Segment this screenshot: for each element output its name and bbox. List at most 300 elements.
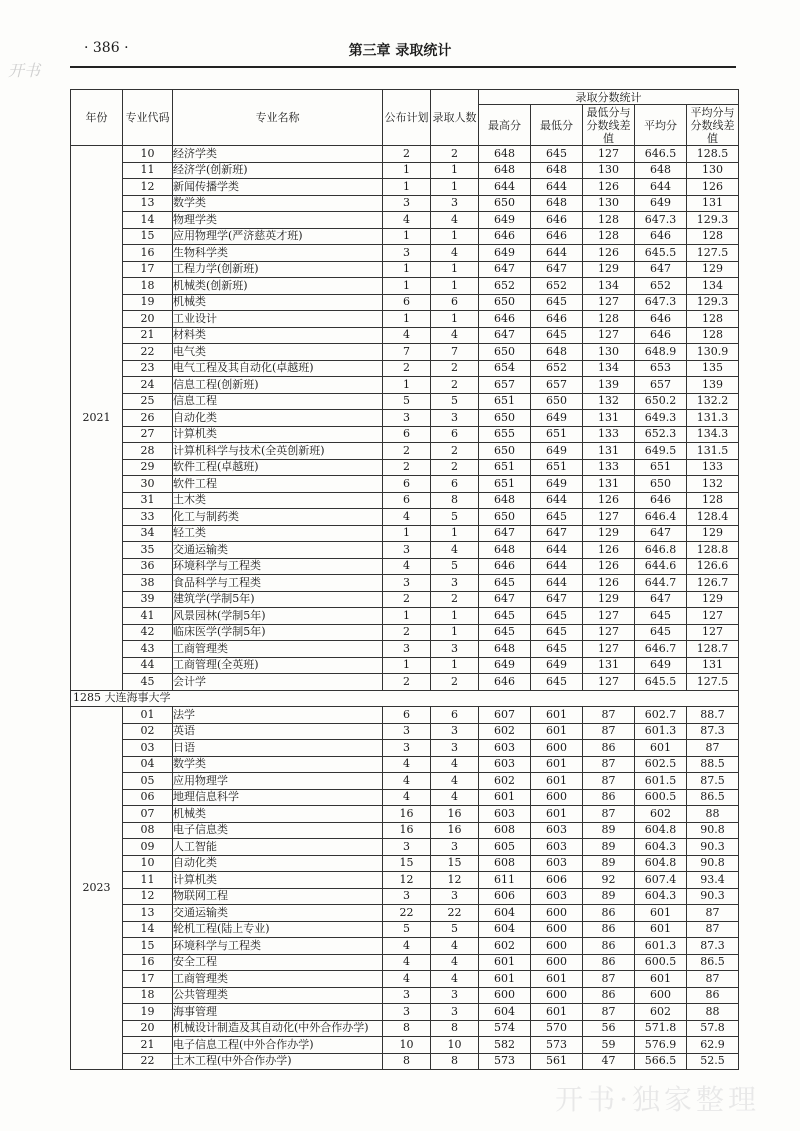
min-cell: 657 [531, 377, 583, 394]
table-row [71, 509, 739, 526]
header-max: 最高分 [479, 105, 531, 146]
min-cell: 603 [531, 822, 583, 839]
table-row [71, 459, 739, 476]
min-diff-cell: 86 [583, 938, 635, 955]
table-row [71, 921, 739, 938]
min-cell: 649 [531, 443, 583, 460]
avg-diff-cell: 87 [687, 740, 739, 757]
min-diff-cell: 129 [583, 261, 635, 278]
avg-cell: 576.9 [635, 1037, 687, 1054]
table-row [71, 162, 739, 179]
admit-cell: 2 [431, 591, 479, 608]
max-cell: 651 [479, 393, 531, 410]
table-row [71, 261, 739, 278]
max-cell: 601 [479, 789, 531, 806]
avg-diff-cell: 131 [687, 657, 739, 674]
admit-cell: 2 [431, 360, 479, 377]
avg-cell: 604.8 [635, 855, 687, 872]
min-cell: 644 [531, 542, 583, 559]
avg-diff-cell: 129.3 [687, 294, 739, 311]
code-cell: 41 [123, 608, 173, 625]
code-cell: 18 [123, 987, 173, 1004]
min-cell: 606 [531, 872, 583, 889]
avg-cell: 604.8 [635, 822, 687, 839]
header-min-diff: 最低分与分数线差值 [583, 105, 635, 146]
table-row [71, 723, 739, 740]
code-cell: 21 [123, 1037, 173, 1054]
table-row [71, 591, 739, 608]
code-cell: 27 [123, 426, 173, 443]
code-cell: 30 [123, 476, 173, 493]
avg-diff-cell: 86.5 [687, 789, 739, 806]
table-row [71, 1004, 739, 1021]
table-row [71, 410, 739, 427]
avg-diff-cell: 139 [687, 377, 739, 394]
name-cell: 工商管理(全英班) [173, 657, 383, 674]
institution-name: 1285 大连海事大学 [71, 690, 739, 707]
min-diff-cell: 87 [583, 773, 635, 790]
name-cell: 海事管理 [173, 1004, 383, 1021]
plan-cell: 3 [383, 195, 431, 212]
plan-cell: 1 [383, 311, 431, 328]
table-row [71, 938, 739, 955]
plan-cell: 22 [383, 905, 431, 922]
max-cell: 647 [479, 525, 531, 542]
code-cell: 44 [123, 657, 173, 674]
avg-diff-cell: 86.5 [687, 954, 739, 971]
min-diff-cell: 129 [583, 591, 635, 608]
code-cell: 29 [123, 459, 173, 476]
avg-cell: 648 [635, 162, 687, 179]
max-cell: 650 [479, 195, 531, 212]
header-score-stats: 录取分数统计 [479, 90, 739, 105]
min-cell: 651 [531, 426, 583, 443]
min-diff-cell: 130 [583, 344, 635, 361]
name-cell: 建筑学(学制5年) [173, 591, 383, 608]
avg-cell: 604.3 [635, 888, 687, 905]
plan-cell: 3 [383, 839, 431, 856]
min-diff-cell: 86 [583, 740, 635, 757]
min-diff-cell: 86 [583, 905, 635, 922]
avg-diff-cell: 132.2 [687, 393, 739, 410]
name-cell: 机械类 [173, 294, 383, 311]
avg-diff-cell: 88 [687, 806, 739, 823]
avg-diff-cell: 127.5 [687, 674, 739, 691]
avg-diff-cell: 87 [687, 905, 739, 922]
table-row [71, 426, 739, 443]
avg-cell: 602 [635, 806, 687, 823]
plan-cell: 1 [383, 525, 431, 542]
avg-cell: 602.7 [635, 707, 687, 724]
min-cell: 649 [531, 657, 583, 674]
min-diff-cell: 127 [583, 294, 635, 311]
admit-cell: 6 [431, 294, 479, 311]
avg-diff-cell: 135 [687, 360, 739, 377]
name-cell: 公共管理类 [173, 987, 383, 1004]
max-cell: 604 [479, 1004, 531, 1021]
table-row [71, 311, 739, 328]
admit-cell: 5 [431, 509, 479, 526]
name-cell: 环境科学与工程类 [173, 558, 383, 575]
min-cell: 647 [531, 591, 583, 608]
admit-cell: 4 [431, 954, 479, 971]
min-diff-cell: 126 [583, 179, 635, 196]
admit-cell: 4 [431, 212, 479, 229]
avg-diff-cell: 128 [687, 327, 739, 344]
name-cell: 工商管理类 [173, 641, 383, 658]
code-cell: 03 [123, 740, 173, 757]
max-cell: 573 [479, 1053, 531, 1070]
min-diff-cell: 87 [583, 707, 635, 724]
max-cell: 645 [479, 624, 531, 641]
admit-cell: 1 [431, 311, 479, 328]
avg-diff-cell: 88.7 [687, 707, 739, 724]
name-cell: 数学类 [173, 756, 383, 773]
code-cell: 15 [123, 938, 173, 955]
min-cell: 601 [531, 756, 583, 773]
code-cell: 05 [123, 773, 173, 790]
avg-cell: 650.2 [635, 393, 687, 410]
plan-cell: 5 [383, 921, 431, 938]
code-cell: 43 [123, 641, 173, 658]
avg-diff-cell: 52.5 [687, 1053, 739, 1070]
max-cell: 647 [479, 327, 531, 344]
code-cell: 08 [123, 822, 173, 839]
admit-cell: 3 [431, 195, 479, 212]
plan-cell: 3 [383, 245, 431, 262]
min-diff-cell: 92 [583, 872, 635, 889]
min-cell: 645 [531, 327, 583, 344]
table-row [71, 228, 739, 245]
plan-cell: 6 [383, 707, 431, 724]
avg-cell: 607.4 [635, 872, 687, 889]
avg-cell: 646 [635, 228, 687, 245]
plan-cell: 4 [383, 789, 431, 806]
plan-cell: 1 [383, 377, 431, 394]
name-cell: 材料类 [173, 327, 383, 344]
max-cell: 602 [479, 938, 531, 955]
table-row [71, 855, 739, 872]
header-admit: 录取人数 [431, 90, 479, 146]
plan-cell: 2 [383, 674, 431, 691]
min-cell: 645 [531, 509, 583, 526]
min-cell: 645 [531, 674, 583, 691]
table-row [71, 822, 739, 839]
admit-cell: 4 [431, 542, 479, 559]
code-cell: 09 [123, 839, 173, 856]
table-row [71, 377, 739, 394]
min-diff-cell: 126 [583, 542, 635, 559]
avg-diff-cell: 128 [687, 492, 739, 509]
max-cell: 650 [479, 410, 531, 427]
min-diff-cell: 127 [583, 608, 635, 625]
admission-table [70, 89, 739, 1070]
max-cell: 646 [479, 228, 531, 245]
name-cell: 轻工类 [173, 525, 383, 542]
code-cell: 07 [123, 806, 173, 823]
header-name: 专业名称 [173, 90, 383, 146]
admit-cell: 6 [431, 476, 479, 493]
plan-cell: 12 [383, 872, 431, 889]
plan-cell: 1 [383, 608, 431, 625]
plan-cell: 4 [383, 558, 431, 575]
code-cell: 38 [123, 575, 173, 592]
min-diff-cell: 128 [583, 228, 635, 245]
name-cell: 生物科学类 [173, 245, 383, 262]
table-row [71, 624, 739, 641]
name-cell: 计算机类 [173, 426, 383, 443]
avg-cell: 646 [635, 492, 687, 509]
plan-cell: 4 [383, 327, 431, 344]
name-cell: 经济学类 [173, 146, 383, 163]
code-cell: 23 [123, 360, 173, 377]
min-diff-cell: 87 [583, 971, 635, 988]
min-cell: 644 [531, 179, 583, 196]
year-cell: 2021 [71, 146, 123, 691]
max-cell: 655 [479, 426, 531, 443]
avg-diff-cell: 128.5 [687, 146, 739, 163]
plan-cell: 16 [383, 822, 431, 839]
admit-cell: 16 [431, 806, 479, 823]
name-cell: 电子信息类 [173, 822, 383, 839]
name-cell: 经济学(创新班) [173, 162, 383, 179]
avg-diff-cell: 90.3 [687, 888, 739, 905]
min-diff-cell: 86 [583, 789, 635, 806]
name-cell: 应用物理学 [173, 773, 383, 790]
name-cell: 应用物理学(严济慈英才班) [173, 228, 383, 245]
code-cell: 16 [123, 245, 173, 262]
name-cell: 物联网工程 [173, 888, 383, 905]
min-cell: 601 [531, 773, 583, 790]
max-cell: 647 [479, 261, 531, 278]
avg-diff-cell: 129.3 [687, 212, 739, 229]
min-diff-cell: 133 [583, 459, 635, 476]
admit-cell: 2 [431, 459, 479, 476]
min-cell: 601 [531, 971, 583, 988]
table-row [71, 773, 739, 790]
avg-diff-cell: 126.6 [687, 558, 739, 575]
plan-cell: 1 [383, 278, 431, 295]
min-diff-cell: 126 [583, 575, 635, 592]
name-cell: 临床医学(学制5年) [173, 624, 383, 641]
min-diff-cell: 126 [583, 245, 635, 262]
avg-cell: 602.5 [635, 756, 687, 773]
code-cell: 24 [123, 377, 173, 394]
avg-cell: 571.8 [635, 1020, 687, 1037]
admit-cell: 22 [431, 905, 479, 922]
plan-cell: 1 [383, 261, 431, 278]
code-cell: 14 [123, 212, 173, 229]
avg-cell: 647 [635, 261, 687, 278]
plan-cell: 10 [383, 1037, 431, 1054]
max-cell: 611 [479, 872, 531, 889]
min-cell: 645 [531, 146, 583, 163]
max-cell: 648 [479, 542, 531, 559]
plan-cell: 1 [383, 657, 431, 674]
avg-cell: 646.4 [635, 509, 687, 526]
name-cell: 新闻传播学类 [173, 179, 383, 196]
plan-cell: 3 [383, 987, 431, 1004]
min-diff-cell: 128 [583, 212, 635, 229]
code-cell: 22 [123, 1053, 173, 1070]
plan-cell: 2 [383, 459, 431, 476]
admit-cell: 6 [431, 426, 479, 443]
table-row [71, 888, 739, 905]
avg-cell: 646 [635, 311, 687, 328]
avg-cell: 601.3 [635, 723, 687, 740]
institution-row [71, 690, 739, 707]
min-diff-cell: 47 [583, 1053, 635, 1070]
table-row [71, 542, 739, 559]
avg-diff-cell: 132 [687, 476, 739, 493]
name-cell: 计算机类 [173, 872, 383, 889]
admit-cell: 3 [431, 723, 479, 740]
admit-cell: 4 [431, 245, 479, 262]
admit-cell: 1 [431, 261, 479, 278]
avg-cell: 644 [635, 179, 687, 196]
plan-cell: 2 [383, 624, 431, 641]
code-cell: 31 [123, 492, 173, 509]
min-diff-cell: 89 [583, 888, 635, 905]
min-cell: 644 [531, 492, 583, 509]
admit-cell: 5 [431, 558, 479, 575]
avg-cell: 648.9 [635, 344, 687, 361]
max-cell: 650 [479, 509, 531, 526]
name-cell: 交通运输类 [173, 905, 383, 922]
table-row [71, 657, 739, 674]
min-cell: 601 [531, 707, 583, 724]
max-cell: 600 [479, 987, 531, 1004]
max-cell: 650 [479, 294, 531, 311]
admit-cell: 1 [431, 624, 479, 641]
min-diff-cell: 130 [583, 195, 635, 212]
min-diff-cell: 131 [583, 476, 635, 493]
chapter-title: 第三章 录取统计 [348, 43, 452, 59]
plan-cell: 3 [383, 740, 431, 757]
min-diff-cell: 133 [583, 426, 635, 443]
code-cell: 11 [123, 872, 173, 889]
avg-cell: 647.3 [635, 212, 687, 229]
avg-cell: 602 [635, 1004, 687, 1021]
max-cell: 604 [479, 905, 531, 922]
avg-diff-cell: 128 [687, 311, 739, 328]
code-cell: 18 [123, 278, 173, 295]
max-cell: 646 [479, 558, 531, 575]
admit-cell: 4 [431, 773, 479, 790]
min-diff-cell: 131 [583, 410, 635, 427]
avg-diff-cell: 129 [687, 261, 739, 278]
avg-cell: 649 [635, 657, 687, 674]
table-row [71, 872, 739, 889]
table-row [71, 971, 739, 988]
plan-cell: 6 [383, 492, 431, 509]
table-row [71, 492, 739, 509]
name-cell: 土木工程(中外合作办学) [173, 1053, 383, 1070]
max-cell: 647 [479, 591, 531, 608]
plan-cell: 3 [383, 723, 431, 740]
table-row [71, 905, 739, 922]
min-cell: 601 [531, 723, 583, 740]
name-cell: 软件工程 [173, 476, 383, 493]
table-row [71, 558, 739, 575]
code-cell: 13 [123, 905, 173, 922]
table-row [71, 393, 739, 410]
code-cell: 26 [123, 410, 173, 427]
min-cell: 649 [531, 476, 583, 493]
table-row [71, 179, 739, 196]
avg-diff-cell: 127.5 [687, 245, 739, 262]
min-cell: 645 [531, 294, 583, 311]
footer-watermark: 开书·独家整理 [555, 1083, 760, 1116]
code-cell: 15 [123, 228, 173, 245]
table-row [71, 294, 739, 311]
header-code: 专业代码 [123, 90, 173, 146]
max-cell: 650 [479, 443, 531, 460]
avg-diff-cell: 86 [687, 987, 739, 1004]
min-cell: 603 [531, 855, 583, 872]
max-cell: 604 [479, 921, 531, 938]
avg-cell: 650 [635, 476, 687, 493]
code-cell: 42 [123, 624, 173, 641]
table-header [71, 90, 739, 146]
admit-cell: 10 [431, 1037, 479, 1054]
min-diff-cell: 87 [583, 723, 635, 740]
name-cell: 机械类(创新班) [173, 278, 383, 295]
max-cell: 648 [479, 492, 531, 509]
avg-diff-cell: 126.7 [687, 575, 739, 592]
name-cell: 电气工程及其自动化(卓越班) [173, 360, 383, 377]
name-cell: 土木类 [173, 492, 383, 509]
code-cell: 33 [123, 509, 173, 526]
name-cell: 地理信息科学 [173, 789, 383, 806]
admit-cell: 15 [431, 855, 479, 872]
code-cell: 04 [123, 756, 173, 773]
table-row [71, 839, 739, 856]
admit-cell: 4 [431, 756, 479, 773]
plan-cell: 3 [383, 575, 431, 592]
table-row [71, 756, 739, 773]
max-cell: 608 [479, 855, 531, 872]
min-cell: 600 [531, 905, 583, 922]
min-cell: 601 [531, 806, 583, 823]
min-diff-cell: 87 [583, 806, 635, 823]
avg-cell: 649.3 [635, 410, 687, 427]
avg-cell: 651 [635, 459, 687, 476]
max-cell: 601 [479, 971, 531, 988]
min-diff-cell: 89 [583, 822, 635, 839]
min-cell: 644 [531, 558, 583, 575]
avg-cell: 604.3 [635, 839, 687, 856]
min-cell: 603 [531, 888, 583, 905]
admit-cell: 4 [431, 971, 479, 988]
min-cell: 647 [531, 261, 583, 278]
table-row [71, 327, 739, 344]
table-row [71, 1037, 739, 1054]
avg-cell: 566.5 [635, 1053, 687, 1070]
admit-cell: 2 [431, 146, 479, 163]
min-cell: 645 [531, 608, 583, 625]
name-cell: 数学类 [173, 195, 383, 212]
plan-cell: 1 [383, 179, 431, 196]
name-cell: 物理学类 [173, 212, 383, 229]
plan-cell: 2 [383, 360, 431, 377]
min-cell: 561 [531, 1053, 583, 1070]
name-cell: 工业设计 [173, 311, 383, 328]
admit-cell: 2 [431, 674, 479, 691]
admit-cell: 12 [431, 872, 479, 889]
min-cell: 652 [531, 360, 583, 377]
max-cell: 645 [479, 575, 531, 592]
